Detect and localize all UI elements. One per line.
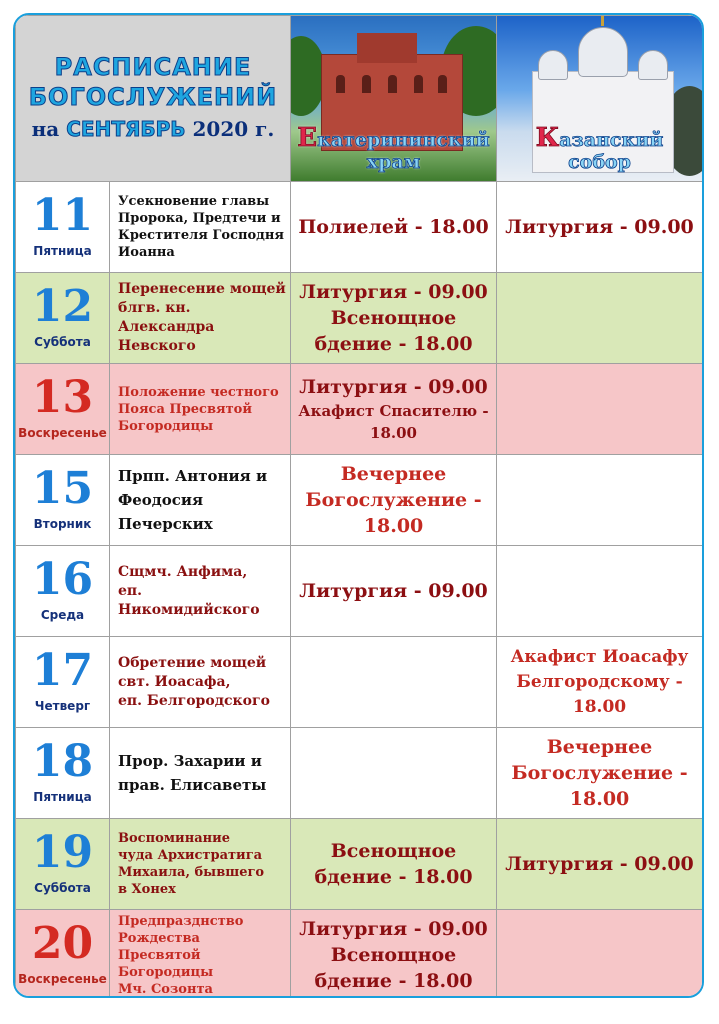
weekday-label: Среда: [40, 608, 85, 622]
service-line: Всенощное: [330, 840, 457, 862]
date-cell: [16, 364, 110, 455]
weekday-label: Суббота: [34, 335, 91, 349]
service-line: Вечернее: [340, 463, 447, 485]
service-line: 18.00: [572, 696, 627, 717]
feast-line: Мч. Созонта: [118, 981, 213, 997]
feast-line: Иоанна: [118, 245, 175, 260]
table-row: [16, 455, 703, 546]
church1-service: [291, 455, 497, 546]
feast-cell: [110, 455, 291, 546]
table-row: [16, 273, 703, 364]
date-number: 13: [31, 372, 94, 423]
table-row: [16, 910, 703, 999]
church2-service: [497, 364, 703, 455]
feast-cell: [110, 273, 291, 364]
table-row: [16, 182, 703, 273]
feast-line: в Хонех: [118, 882, 176, 897]
feast-cell: [110, 910, 291, 999]
feast-line: Крестителя Господня: [118, 228, 284, 243]
feast-line: Перенесение мощей: [118, 281, 286, 297]
service-line: Всенощное: [330, 944, 457, 966]
feast-line: Пояса Пресвятой: [118, 401, 252, 417]
church2-service: [497, 910, 703, 999]
feast-line: Прор. Захарии и: [118, 752, 262, 770]
feast-cell: [110, 819, 291, 910]
date-number: 19: [31, 827, 94, 878]
dome-shape: [638, 50, 668, 80]
church2-label-rest: азанский: [559, 129, 664, 151]
church1-service: [291, 546, 497, 637]
table-row: [16, 637, 703, 728]
feast-line: Михаила, бывшего: [118, 865, 265, 880]
date-cell: [16, 182, 110, 273]
cross-shape: [601, 16, 604, 26]
service-line: Акафист Иоасафу: [510, 646, 689, 667]
title-line-3: [16, 112, 290, 146]
dome-shape: [538, 50, 568, 80]
date-number: 18: [31, 736, 94, 787]
service-line: Литургия - 09.00: [299, 281, 488, 303]
date-cell: [16, 637, 110, 728]
window-shape: [414, 75, 423, 93]
date-number: 16: [31, 554, 94, 605]
feast-line: Пророка, Предтечи и: [118, 211, 281, 226]
service-line: 18.00: [370, 424, 417, 442]
feast-line: еп. Никомидийского: [118, 582, 260, 618]
service-line: Литургия - 09.00: [299, 580, 488, 602]
feast-line: еп. Белгородского: [118, 692, 270, 709]
church1-service: [291, 364, 497, 455]
service-line: Полиелей - 18.00: [298, 216, 489, 238]
church2-service: [497, 728, 703, 819]
date-number: 11: [31, 190, 94, 241]
window-shape: [438, 75, 447, 93]
service-line: 18.00: [569, 788, 630, 810]
feast-line: Печерских: [118, 515, 213, 533]
feast-line: Невского: [118, 338, 196, 354]
feast-line: Феодосия: [118, 491, 204, 509]
service-line: Белгородскому -: [516, 671, 683, 692]
service-line: Акафист Спасителю -: [298, 402, 489, 420]
service-line: Всенощное: [330, 307, 457, 329]
feast-line: Положение честного: [118, 384, 279, 400]
window-shape: [388, 75, 397, 93]
feast-cell: [110, 182, 291, 273]
table-row: [16, 364, 703, 455]
church1-label: [291, 123, 496, 173]
church1-service: [291, 819, 497, 910]
title-line-2: БОГОСЛУЖЕНИЙ: [28, 82, 278, 111]
church2-service: [497, 546, 703, 637]
date-cell: [16, 273, 110, 364]
date-number: 20: [31, 918, 94, 969]
title-month: СЕНТЯБРЬ: [66, 116, 186, 141]
feast-cell: [110, 364, 291, 455]
church1-service: [291, 728, 497, 819]
church2-label: [497, 123, 702, 173]
church1-label-cap: Е: [297, 123, 318, 153]
weekday-label: Пятница: [33, 790, 92, 804]
date-cell: [16, 728, 110, 819]
table-row: [16, 546, 703, 637]
service-line: 18.00: [363, 515, 424, 537]
date-number: 15: [31, 463, 94, 514]
feast-line: Богородицы: [118, 418, 214, 434]
window-shape: [336, 75, 345, 93]
church1-service: [291, 637, 497, 728]
feast-line: Усекновение главы: [118, 194, 270, 209]
service-line: бдение - 18.00: [314, 970, 473, 992]
service-line: Литургия - 09.00: [299, 918, 488, 940]
service-line: Литургия - 09.00: [299, 376, 488, 398]
date-number: 17: [31, 645, 94, 696]
feast-line: прав. Елисаветы: [118, 776, 267, 794]
date-cell: [16, 455, 110, 546]
date-cell: [16, 819, 110, 910]
date-number: 12: [31, 281, 94, 332]
church2-service: [497, 819, 703, 910]
feast-line: Сщмч. Анфима,: [118, 563, 248, 580]
weekday-label: Вторник: [33, 517, 92, 531]
date-cell: [16, 910, 110, 999]
window-shape: [362, 75, 371, 93]
title-line-1: РАСПИСАНИЕ: [54, 52, 252, 81]
service-line: Богослужение -: [305, 489, 482, 511]
church2-photo: [497, 16, 702, 181]
feast-line: Рождества Пресвятой: [118, 930, 201, 963]
feast-line: свт. Иоасафа,: [118, 673, 231, 690]
church2-label-cap: К: [535, 123, 560, 153]
church1-service: [291, 182, 497, 273]
church1-service: [291, 273, 497, 364]
table-row: [16, 819, 703, 910]
service-line: Вечернее: [546, 736, 653, 758]
church2-service: [497, 637, 703, 728]
church2-service: [497, 182, 703, 273]
date-cell: [16, 546, 110, 637]
church1-label-line2: храм: [366, 151, 421, 173]
title-year: 2020 г.: [192, 116, 275, 141]
church2-label-line2: собор: [568, 151, 631, 173]
schedule-table: [15, 15, 703, 998]
church1-label-rest: катерининский: [317, 129, 490, 151]
feast-line: Обретение мощей: [118, 654, 267, 671]
feast-line: Воспоминание: [118, 831, 231, 846]
table-row: [16, 728, 703, 819]
schedule-frame: [13, 13, 704, 998]
church2-service: [497, 273, 703, 364]
service-line: бдение - 18.00: [314, 866, 473, 888]
title-block: [16, 16, 291, 182]
feast-cell: [110, 546, 291, 637]
service-line: Богослужение -: [511, 762, 688, 784]
church1-service: [291, 910, 497, 999]
church2-header: [497, 16, 703, 182]
church1-photo: [291, 16, 496, 181]
weekday-label: Пятница: [33, 244, 92, 258]
service-line: Литургия - 09.00: [505, 216, 694, 238]
weekday-label: Воскресенье: [18, 426, 107, 440]
weekday-label: Суббота: [34, 881, 91, 895]
feast-line: Предпразднство: [118, 913, 244, 929]
weekday-label: Воскресенье: [18, 972, 107, 986]
feast-cell: [110, 728, 291, 819]
feast-line: чуда Архистратига: [118, 848, 263, 863]
feast-line: Богородицы: [118, 964, 214, 980]
weekday-label: Четверг: [34, 699, 91, 713]
church2-service: [497, 455, 703, 546]
title-prefix: на: [31, 116, 60, 141]
feast-line: блгв. кн. Александра: [118, 300, 215, 335]
church1-tower: [357, 33, 417, 63]
service-line: Литургия - 09.00: [505, 853, 694, 875]
church1-header: [291, 16, 497, 182]
feast-line: Прпп. Антония и: [118, 467, 268, 485]
dome-shape: [578, 27, 628, 77]
feast-cell: [110, 637, 291, 728]
service-line: бдение - 18.00: [314, 333, 473, 355]
